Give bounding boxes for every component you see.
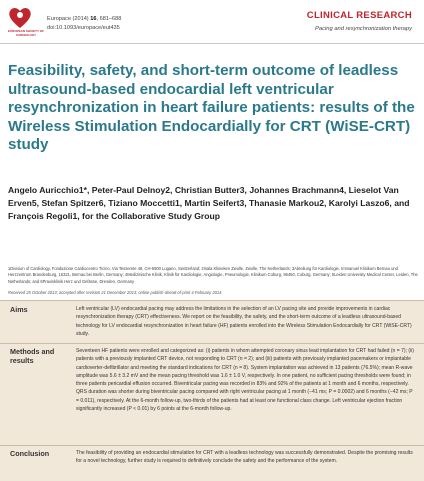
section-subtitle: Pacing and resynchronization therapy <box>315 26 412 32</box>
aims-label: Aims <box>10 305 28 314</box>
conclusion-label: Conclusion <box>10 449 50 458</box>
aims-text: Left ventricular (LV) endocardial pacing may address the limitations in the selection of an LV pacing site and provide improvements in cardiac resynchronization therapy (CRT) effectiveness. We report on the feasibility, the safety, and the short-term outcome of a leadless ultrasound-based technology for LV endocardial resynchronization in heart failure (HF) patients enrolled into the Wireless Stimulation Endocardially for CRT (WiSE-CRT) study. <box>76 306 412 337</box>
article-title: Feasibility, safety, and short-term outcome of leadless ultrasound-based endocardial left ventricular resynchronization in heart failure patients: results of the Wireless Stimulation Endocardially for CRT (WiSE-CRT) study <box>8 62 415 153</box>
journal-citation: Europace (2014) 16, 681–688 doi:10.1093/europace/eut435 <box>47 16 122 31</box>
author-list: Angelo Auricchio1*, Peter-Paul Delnoy2, Christian Butter3, Johannes Brachmann4, Lieselot Van Erven5, Stefan Spitzer6, Tiziano Moccetti1, Martin Seifert3, Thanasie Markou2, Karolyi Laszo6, and François Regoli1, for the Collaborative Study Group <box>8 185 410 221</box>
header-divider <box>0 43 424 44</box>
doi[interactable]: doi:10.1093/europace/eut435 <box>47 25 120 31</box>
received-dates: Received 25 October 2013; accepted after revision 21 December 2013; online publish-ahead-of-print 4 February 2014 <box>8 290 222 295</box>
abstract-divider <box>0 343 424 344</box>
abstract-top-divider <box>0 300 424 301</box>
journal-header <box>0 0 424 44</box>
methods-label: Methods and results <box>10 347 55 365</box>
heart-logo-icon <box>6 6 34 30</box>
section-label: CLINICAL RESEARCH <box>306 10 412 21</box>
esc-logo <box>6 6 44 40</box>
methods-text: Seventeen HF patients were enrolled and categorized as: (i) patients in whom attempted coronary sinus lead implantation for CRT had failed (n = 7); (ii) patients with a previously implanted CRT device, not responding to CRT (n = 2); and (iii) patients with previously implanted pacemakers or implantable cardioverter-defibrillator and meeting the standard indications for CRT (n = 8). System implantation was achieved in 13 patients (76.5%); mean R-wave amplitude was 5.6 ± 3.2 mV and the mean pacing threshold was 1.6 ± 1.0 V, respectively. In one patient, no sufficient pacing thresholds were found; in three patients pericardial effusion occurred. Biventricular pacing was recorded in 83% and 92% of the patients at 1 month and 6 months, respectively. QRS duration was shorter during biventricular pacing compared with right ventricular pacing at 1 month (−41 ms; P = 0.0002) and 6 months (−42 ms; P = 0.011), respectively. At the 6-month follow-up, two-thirds of the patients had at least one functional class change. Left ventricular ejection fraction significantly increased (P < 0.01) by 6 points at the 6-month follow-up. <box>76 348 414 413</box>
affiliations: 1Division of Cardiology, Fondazione Cardiocentro Ticino, Via Tesserete 48, CH-6900 Lugano, Switzerland; 2Isala Klinieken Zwolle, Zwolle, The Netherlands; 3Abteilung für Kardiologie, Immanuel Klinikum Bernau und Herzzentrum Brandenburg, 16321, Bernau bei Berlin, Germany; 4Medizinische Klinik, Klinik für Kardiologie, Angiologie, Pneumologie, Klinikum Coburg, 96450, Coburg, Germany; 5Leiden University Medical Center, Leiden, The Netherlands; and 6Praxisklinik Herz und Gefässe, Dresden, Germany <box>8 266 418 284</box>
abstract-divider <box>0 445 424 446</box>
logo-text: EUROPEAN SOCIETY OF CARDIOLOGY <box>8 29 44 37</box>
conclusion-text: The feasibility of providing an endocardial stimulation for CRT with a leadless technology was successfully demonstrated. Despite the promising results for a novel technology, further study is required to definitively conclude the safety and the performance of the system. <box>76 450 413 465</box>
